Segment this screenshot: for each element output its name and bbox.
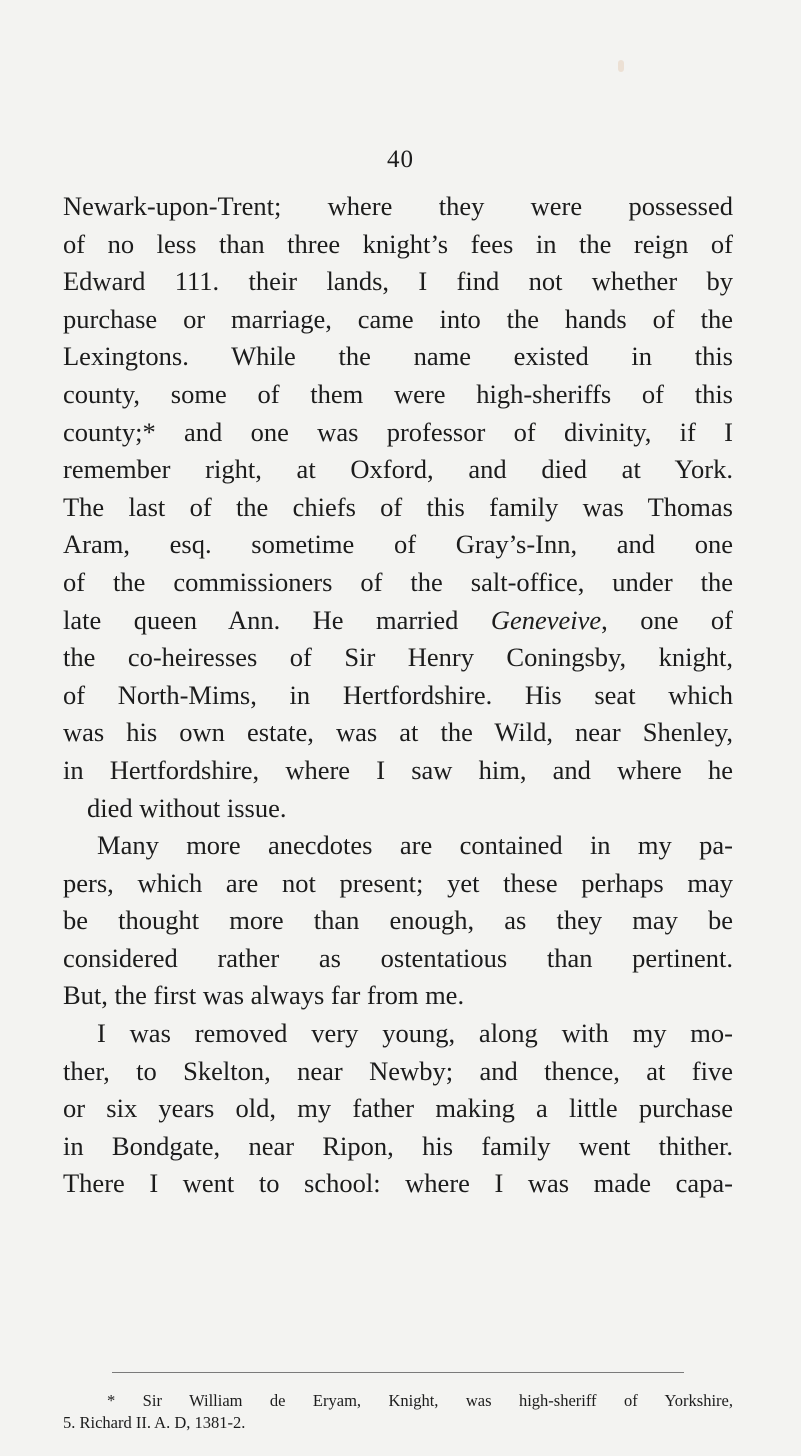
body-text (63, 188, 733, 1203)
text-line: purchase or marriage, came into the hands of the (63, 303, 733, 334)
footnote-divider (112, 1372, 684, 1373)
text-line: be thought more than enough, as they may be (63, 905, 733, 936)
page-number: 40 (387, 146, 414, 173)
text-line: county, some of them were high-sheriffs of this (63, 378, 733, 409)
text-line: The last of the chiefs of this family was Thomas (63, 491, 733, 522)
text-line: in Bondgate, near Ripon, his family went thither. (63, 1130, 733, 1161)
text-line: There I went to school: where I was made capa- (63, 1168, 733, 1199)
text-line: considered rather as ostentatious than pertinent. (63, 942, 733, 973)
text-line: Edward 111. their lands, I find not whether by (63, 266, 733, 297)
text-line: was his own estate, was at the Wild, near Shenley, (63, 717, 733, 748)
text-line: ther, to Skelton, near Newby; and thence, at five (63, 1055, 733, 1086)
text-line: late queen Ann. He married Geneveive, one of (63, 604, 733, 635)
text-line: remember right, at Oxford, and died at York. (63, 454, 733, 485)
text-line: or six years old, my father making a little purchase (63, 1093, 733, 1124)
text-line-paragraph-start: Many more anecdotes are contained in my pa- (97, 830, 733, 861)
text-line: of no less than three knight’s fees in the reign of (63, 228, 733, 259)
text-line: in Hertfordshire, where I saw him, and where he (63, 754, 733, 785)
text-line: Newark-upon-Trent; where they were possessed (63, 191, 733, 221)
italic-name: Geneveive (490, 604, 602, 635)
text-line-paragraph-end: But, the first was always far from me. (63, 980, 465, 1011)
footnote-line: * Sir William de Eryam, Knight, was high-sheriff of Yorkshire, (107, 1391, 733, 1410)
scan-blemish (618, 60, 624, 72)
text-line: of the commissioners of the salt-office, under the (63, 566, 733, 597)
footnote-line: 5. Richard II. A. D, 1381-2. (63, 1413, 246, 1432)
text-line-paragraph-start: I was removed very young, along with my mo- (97, 1018, 733, 1049)
text-line: Aram, esq. sometime of Gray’s-Inn, and one (63, 529, 733, 560)
text-line: of North-Mims, in Hertfordshire. His seat which (63, 679, 733, 710)
text-line: pers, which are not present; yet these perhaps may (63, 867, 733, 898)
text-line: Lexingtons. While the name existed in this (63, 341, 733, 372)
footnote (63, 1390, 733, 1434)
text-line: the co-heiresses of Sir Henry Coningsby, knight, (63, 642, 733, 673)
text-line: county;* and one was professor of divinity, if I (63, 416, 733, 447)
text-line-paragraph-end: died without issue. (87, 792, 287, 823)
